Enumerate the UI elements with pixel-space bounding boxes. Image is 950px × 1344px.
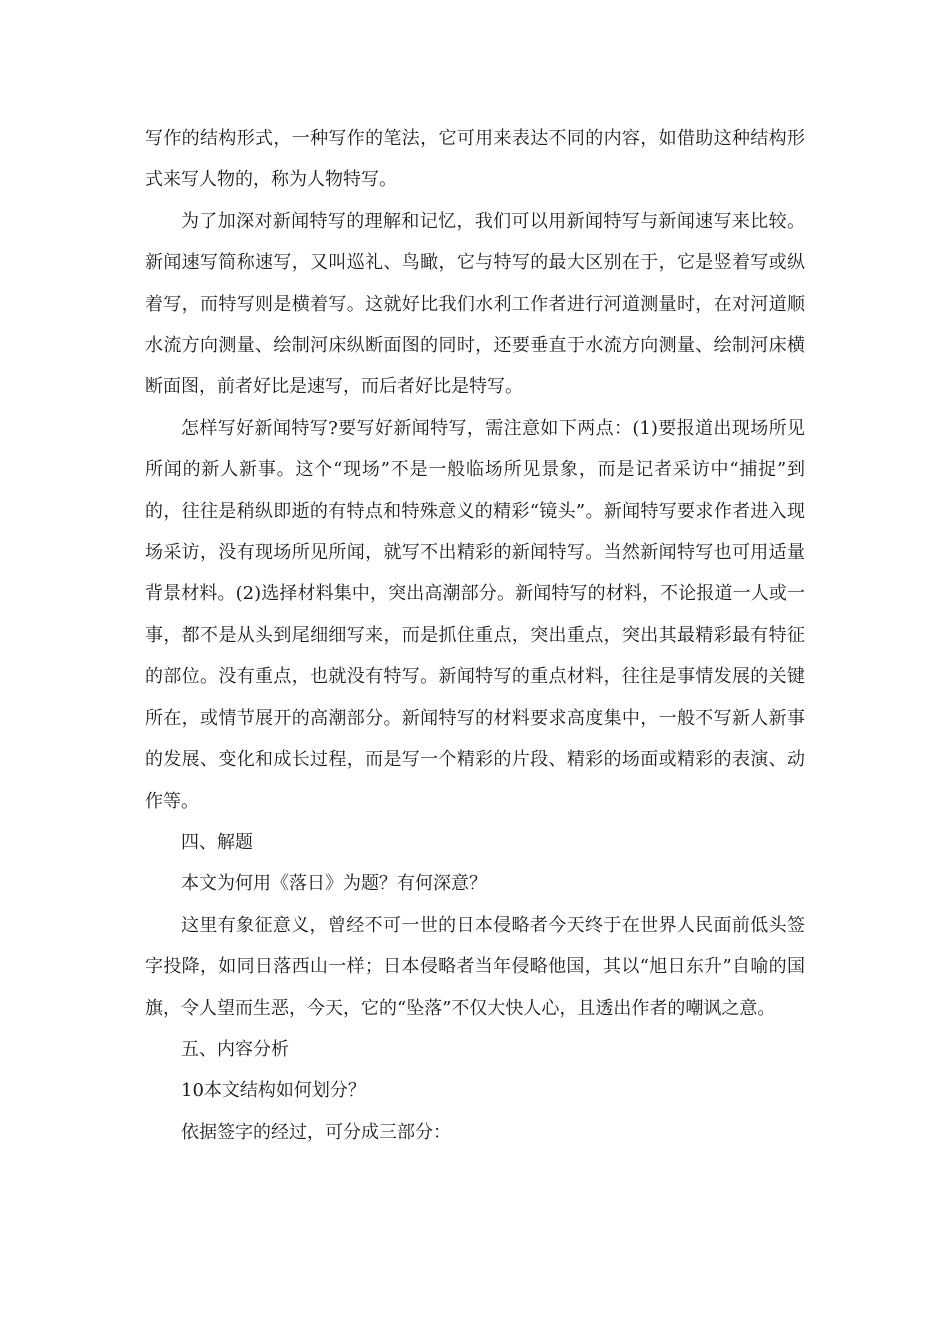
section-heading-content-analysis: 五、内容分析 bbox=[181, 1038, 289, 1060]
question-title: 本文为何用《落日》为题？有何深意？ bbox=[181, 873, 487, 895]
document-body bbox=[145, 118, 805, 1153]
paragraph-answer-title: 这里有象征意义，曾经不可一世的日本侵略者今天终于在世界人民面前低头签字投降，如同日落西山一样；日本侵略者当年侵略他国，其以“旭日东升”自喻的国旗，令人望而生恶，今天，它的“坠落”不仅大快人心，且透出作者的嘲讽之意。 bbox=[145, 914, 805, 1019]
paragraph-how-to-write: 怎样写好新闻特写?要写好新闻特写，需注意如下两点：(1)要报道出现场所见所闻的新人新事。这个“现场”不是一般临场所见景象，而是记者采访中“捕捉”到的，往往是稍纵即逝的有特点和特殊意义的精彩“镜头”。新闻特写要求作者进入现场采访，没有现场所见所闻，就写不出精彩的新闻特写。当然新闻特写也可用适量背景材料。(2)选择材料集中，突出高潮部分。新闻特写的材料，不论报道一人或一事，都不是从头到尾细细写来，而是抓住重点，突出重点，突出其最精彩最有特征的部位。没有重点，也就没有特写。新闻特写的重点材料，往往是事情发展的关键所在，或情节展开的高潮部分。新闻特写的材料要求高度集中，一般不写新人新事的发展、变化和成长过程，而是写一个精彩的片段、精彩的场面或精彩的表演、动作等。 bbox=[145, 417, 805, 812]
paragraph-structure-intro: 依据签字的经过，可分成三部分： bbox=[181, 1121, 451, 1143]
section-heading-title-explanation: 四、解题 bbox=[181, 831, 253, 853]
paragraph-continuation: 写作的结构形式，一种写作的笔法，它可用来表达不同的内容，如借助这种结构形式来写人物的，称为人物特写。 bbox=[145, 128, 805, 191]
question-structure: 10本文结构如何划分？ bbox=[181, 1080, 366, 1102]
paragraph-comparison: 为了加深对新闻特写的理解和记忆，我们可以用新闻特写与新闻速写来比较。新闻速写简称速写，又叫巡礼、鸟瞰，它与特写的最大区别在于，它是竖着写或纵着写，而特写则是横着写。这就好比我们水利工作者进行河道测量时，在对河道顺水流方向测量、绘制河床纵断面图的同时，还要垂直于水流方向测量、绘制河床横断面图，前者好比是速写，而后者好比是特写。 bbox=[145, 210, 805, 398]
